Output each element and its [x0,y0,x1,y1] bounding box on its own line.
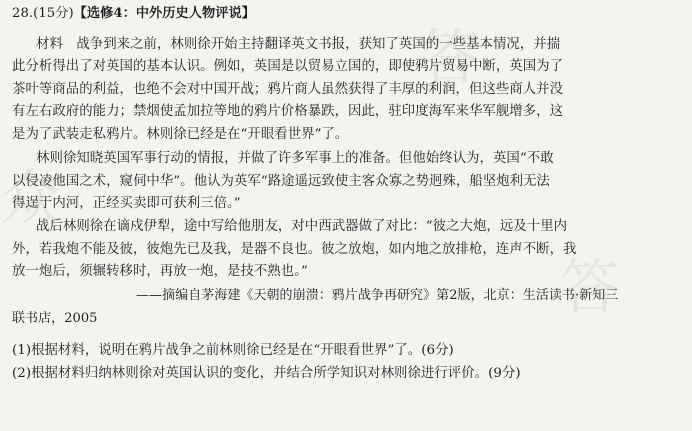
question-module: 【选修4：中外历史人物评说】 [73,6,255,21]
material-line: 是为了武装走私鸦片。林则徐已经是在“开眼看世界”了。 [12,127,349,142]
watermark: 答 [560,253,620,323]
citation: 联书店，2005 [12,311,98,326]
sub-question-2: (2)根据材料归纳林则徐对英国认识的变化，并结合所学知识对林则徐进行评价。(9分) [12,366,521,381]
watermark: 众 [0,163,60,233]
watermark: 答 [420,23,480,93]
citation: ——摘编自茅海建《天朝的崩溃：鸦片战争再研究》第2版，北京：生活读书·新知三 [136,288,619,303]
question-score: (15分) [33,6,74,21]
question-header [12,6,255,22]
material-line: 外，若我炮不能及彼，彼炮先已及我，是器不良也。彼之放炮，如内地之放排枪，连声不断，我 [12,242,577,257]
material-line: 战后林则徐在谪戍伊犁，途中写给他朋友，对中西武器做了对比：“彼之大炮，远及十里内 [36,219,568,234]
sub-question-1: (1)根据材料，说明在鸦片战争之前林则徐已经是在“开眼看世界”了。(6分) [12,343,454,358]
material-line: 材料 战争到来之前，林则徐开始主持翻译英文书报，获知了英国的一些基本情况，并揣 [36,37,561,52]
material-line: 林则徐知晓英国军事行动的情报，并做了许多军事上的准备。但他始终认为，英国“不敢 [36,151,554,166]
material-line: 以侵凌他国之术，窥伺中华”。他认为英军“路途遥远致使主客众寡之势迥殊，船坚炮利无法 [12,174,550,189]
material-line: 此分析得出了对英国的基本认识。例如，英国是以贸易立国的，即使鸦片贸易中断，英国为了 [12,59,564,74]
material-line: 得逞于内河，正经买卖即可获利三倍。” [12,196,241,211]
question-number: 28. [12,6,34,21]
material-line: 有左右政府的能力；禁烟使孟加拉等地的鸦片价格暴跌，因此，驻印度海军来华军舰增多，这 [12,104,564,119]
material-line: 放一炮后，须辗转移时，再放一炮，是技不熟也。” [12,264,308,279]
material-line: 茶叶等商品的利益，也绝不会对中国开战；鸦片商人虽然获得了丰厚的利润，但这些商人并没 [12,82,564,97]
